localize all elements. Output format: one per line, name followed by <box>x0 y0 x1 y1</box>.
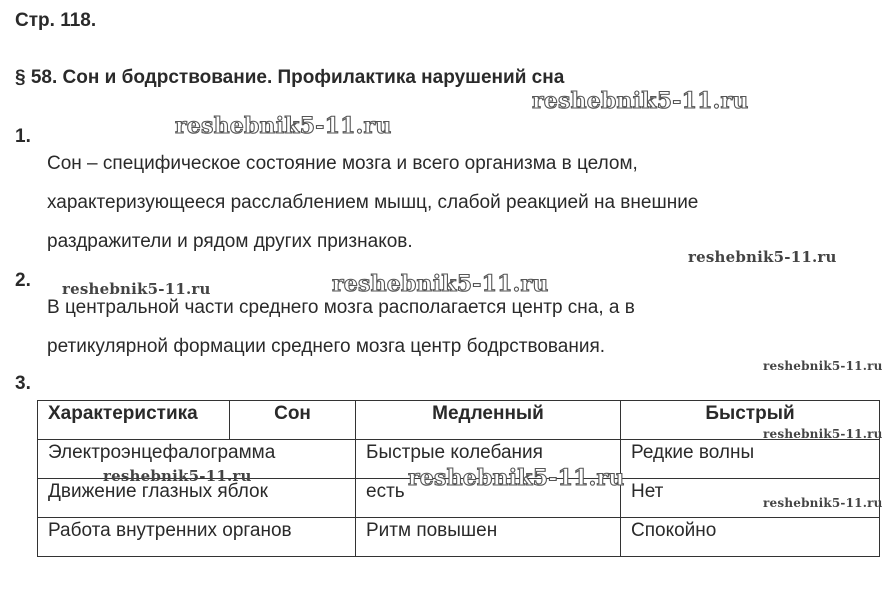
question-3-number: 3. <box>15 373 31 394</box>
watermark: reshebnik5-11.ru <box>763 427 883 441</box>
watermark: reshebnik5-11.ru <box>688 248 837 266</box>
table-header-characteristic: Характеристика <box>38 401 230 440</box>
table-cell: Редкие волны <box>621 440 880 479</box>
watermark: reshebnik5-11.ru <box>532 88 749 114</box>
table-cell: Нет <box>621 479 880 518</box>
table-cell: Спокойно <box>621 518 880 557</box>
table-cell: есть <box>356 479 621 518</box>
table-cell: Быстрые колебания <box>356 440 621 479</box>
section-title: § 58. Сон и бодрствование. Профилактика нарушений сна <box>15 67 565 88</box>
table-header-sleep: Сон <box>230 401 356 440</box>
table-header-fast: Быстрый <box>621 401 880 440</box>
watermark: reshebnik5-11.ru <box>62 280 211 298</box>
table-header-row <box>38 401 880 440</box>
watermark: reshebnik5-11.ru <box>332 271 549 297</box>
table-cell: Работа внутренних органов <box>38 518 356 557</box>
table-header-slow: Медленный <box>356 401 621 440</box>
answer-1-line-3: раздражители и рядом других признаков. <box>47 231 413 252</box>
watermark: reshebnik5-11.ru <box>103 467 252 485</box>
watermark: reshebnik5-11.ru <box>763 359 883 373</box>
page-label: Стр. 118. <box>15 10 97 31</box>
question-1-number: 1. <box>15 126 31 147</box>
question-2-number: 2. <box>15 270 31 291</box>
table-cell: Движение глазных яблок <box>38 479 356 518</box>
table-cell: Электроэнцефалограмма <box>38 440 356 479</box>
answer-1-line-1: Сон – специфическое состояние мозга и всего организма в целом, <box>47 153 638 174</box>
watermark: reshebnik5-11.ru <box>763 496 883 510</box>
answer-2-line-2: ретикулярной формации среднего мозга центр бодрствования. <box>47 336 606 357</box>
answer-2-line-1: В центральной части среднего мозга располагается центр сна, а в <box>47 297 635 318</box>
watermark: reshebnik5-11.ru <box>408 465 625 491</box>
table-cell: Ритм повышен <box>356 518 621 557</box>
watermark: reshebnik5-11.ru <box>175 113 392 139</box>
answer-1-line-2: характеризующееся расслаблением мышц, слабой реакцией на внешние <box>47 192 699 213</box>
table-row <box>38 518 880 557</box>
